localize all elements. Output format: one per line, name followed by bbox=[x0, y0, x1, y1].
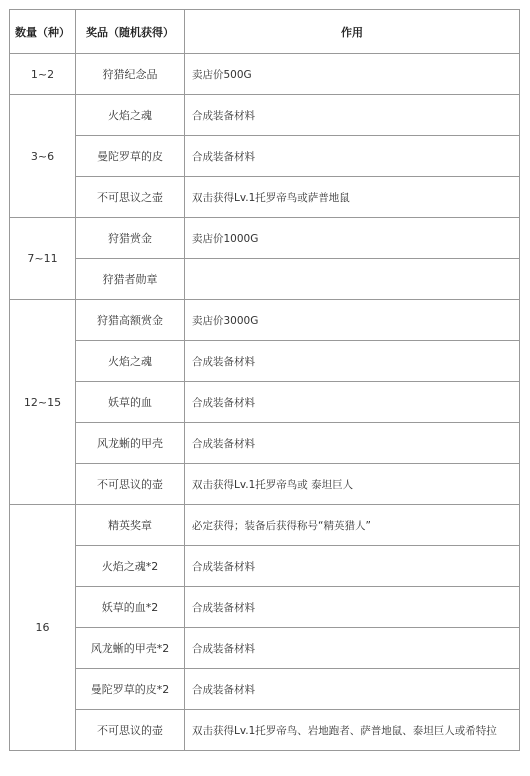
prize-cell: 狩猎赏金 bbox=[76, 218, 185, 259]
effect-cell bbox=[185, 259, 520, 300]
prize-cell: 火焰之魂*2 bbox=[76, 546, 185, 587]
table-row bbox=[10, 423, 520, 464]
table-row bbox=[10, 54, 520, 95]
table-row bbox=[10, 177, 520, 218]
table-row bbox=[10, 628, 520, 669]
effect-cell: 合成装备材料 bbox=[185, 587, 520, 628]
reward-table bbox=[9, 9, 520, 751]
effect-cell: 合成装备材料 bbox=[185, 423, 520, 464]
effect-cell: 必定获得；装备后获得称号“精英猎人” bbox=[185, 505, 520, 546]
table-row bbox=[10, 710, 520, 751]
table-row bbox=[10, 669, 520, 710]
prize-cell: 火焰之魂 bbox=[76, 341, 185, 382]
table-row bbox=[10, 341, 520, 382]
effect-cell: 卖店价500G bbox=[185, 54, 520, 95]
prize-cell: 狩猎者勋章 bbox=[76, 259, 185, 300]
table-row bbox=[10, 95, 520, 136]
effect-cell: 卖店价3000G bbox=[185, 300, 520, 341]
prize-cell: 风龙蜥的甲壳 bbox=[76, 423, 185, 464]
effect-cell: 双击获得Lv.1托罗帝鸟、岩地跑者、萨普地鼠、泰坦巨人或希特拉 bbox=[185, 710, 520, 751]
prize-cell: 曼陀罗草的皮*2 bbox=[76, 669, 185, 710]
header-effect: 作用 bbox=[185, 10, 520, 54]
effect-cell: 合成装备材料 bbox=[185, 546, 520, 587]
prize-cell: 狩猎纪念品 bbox=[76, 54, 185, 95]
prize-cell: 妖草的血*2 bbox=[76, 587, 185, 628]
effect-cell: 双击获得Lv.1托罗帝鸟或 泰坦巨人 bbox=[185, 464, 520, 505]
count-cell: 3~6 bbox=[10, 95, 76, 218]
table-row bbox=[10, 382, 520, 423]
prize-cell: 妖草的血 bbox=[76, 382, 185, 423]
prize-cell: 狩猎高额赏金 bbox=[76, 300, 185, 341]
effect-cell: 卖店价1000G bbox=[185, 218, 520, 259]
prize-cell: 火焰之魂 bbox=[76, 95, 185, 136]
effect-cell: 合成装备材料 bbox=[185, 669, 520, 710]
table-row bbox=[10, 136, 520, 177]
count-cell: 7~11 bbox=[10, 218, 76, 300]
effect-cell: 合成装备材料 bbox=[185, 382, 520, 423]
effect-cell: 合成装备材料 bbox=[185, 628, 520, 669]
prize-cell: 曼陀罗草的皮 bbox=[76, 136, 185, 177]
effect-cell: 合成装备材料 bbox=[185, 136, 520, 177]
table-row bbox=[10, 218, 520, 259]
table-row bbox=[10, 546, 520, 587]
table-row bbox=[10, 464, 520, 505]
prize-cell: 不可思议的壶 bbox=[76, 710, 185, 751]
table-row bbox=[10, 300, 520, 341]
header-prize: 奖品（随机获得） bbox=[76, 10, 185, 54]
count-cell: 1~2 bbox=[10, 54, 76, 95]
effect-cell: 合成装备材料 bbox=[185, 341, 520, 382]
count-cell: 12~15 bbox=[10, 300, 76, 505]
prize-cell: 不可思议之壶 bbox=[76, 177, 185, 218]
prize-cell: 风龙蜥的甲壳*2 bbox=[76, 628, 185, 669]
table-row bbox=[10, 505, 520, 546]
effect-cell: 合成装备材料 bbox=[185, 95, 520, 136]
table-row bbox=[10, 587, 520, 628]
prize-cell: 精英奖章 bbox=[76, 505, 185, 546]
table-row bbox=[10, 259, 520, 300]
count-cell: 16 bbox=[10, 505, 76, 751]
header-row bbox=[10, 10, 520, 54]
header-count: 数量（种） bbox=[10, 10, 76, 54]
prize-cell: 不可思议的壶 bbox=[76, 464, 185, 505]
effect-cell: 双击获得Lv.1托罗帝鸟或萨普地鼠 bbox=[185, 177, 520, 218]
